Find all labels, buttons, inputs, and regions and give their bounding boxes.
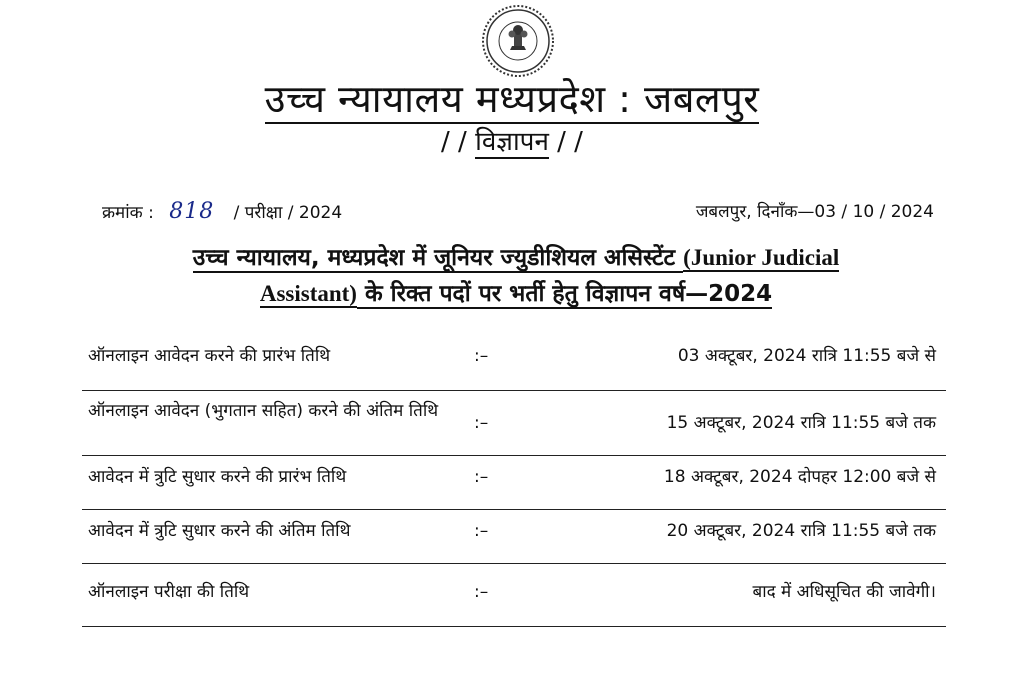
notice-heading — [90, 240, 942, 312]
schedule-table — [82, 338, 946, 627]
schedule-label: आवेदन में त्रुटि सुधार करने की प्रारंभ तिथि — [88, 467, 347, 487]
schedule-separator: :– — [474, 413, 489, 433]
schedule-value: बाद में अधिसूचित की जावेगी। — [752, 582, 936, 602]
page-title-text: उच्च न्यायालय मध्यप्रदेश : जबलपुर — [265, 77, 760, 124]
table-row — [82, 391, 946, 456]
schedule-label: ऑनलाइन आवेदन (भुगतान सहित) करने की अंतिम तिथि — [88, 401, 439, 421]
table-row — [82, 338, 946, 391]
notice-subtitle — [0, 124, 1024, 160]
table-row — [82, 510, 946, 564]
reference-number — [102, 198, 342, 227]
schedule-label: आवेदन में त्रुटि सुधार करने की अंतिम तिथि — [88, 521, 351, 541]
heading-line-2-hindi: के रिक्त पदों पर भर्ती हेतु विज्ञापन वर्ष—2024 — [364, 281, 773, 307]
schedule-separator: :– — [474, 346, 489, 366]
reference-label: क्रमांक : — [102, 203, 154, 223]
court-seal-icon — [481, 4, 555, 78]
schedule-value: 18 अक्टूबर, 2024 दोपहर 12:00 बजे से — [663, 467, 936, 487]
schedule-separator: :– — [474, 467, 489, 487]
reference-row — [102, 198, 934, 226]
schedule-value: 20 अक्टूबर, 2024 रात्रि 11:55 बजे तक — [666, 521, 936, 541]
heading-line-2 — [90, 276, 942, 312]
schedule-value: 15 अक्टूबर, 2024 रात्रि 11:55 बजे तक — [666, 413, 936, 433]
heading-line-1-hindi: उच्च न्यायालय, मध्यप्रदेश में जूनियर ज्युडीशियल असिस्टेंट — [192, 245, 676, 271]
heading-line-1-english: (Junior Judicial — [683, 245, 840, 270]
reference-suffix: / परीक्षा / 2024 — [233, 203, 343, 223]
subtitle-suffix: / / — [557, 127, 583, 157]
place-date: जबलपुर, दिनाँक—03 / 10 / 2024 — [695, 202, 934, 222]
subtitle-prefix: / / — [441, 127, 467, 157]
schedule-label: ऑनलाइन परीक्षा की तिथि — [88, 582, 250, 602]
schedule-value: 03 अक्टूबर, 2024 रात्रि 11:55 बजे से — [677, 346, 936, 366]
heading-line-1 — [90, 240, 942, 276]
schedule-separator: :– — [474, 582, 489, 602]
subtitle-text: विज्ञापन — [475, 127, 549, 157]
table-row — [82, 456, 946, 510]
page-title — [0, 74, 1024, 124]
table-row — [82, 564, 946, 627]
schedule-separator: :– — [474, 521, 489, 541]
heading-line-2-english: Assistant) — [259, 281, 357, 306]
reference-handwritten-number: 818 — [169, 199, 215, 224]
schedule-label: ऑनलाइन आवेदन करने की प्रारंभ तिथि — [88, 346, 331, 366]
